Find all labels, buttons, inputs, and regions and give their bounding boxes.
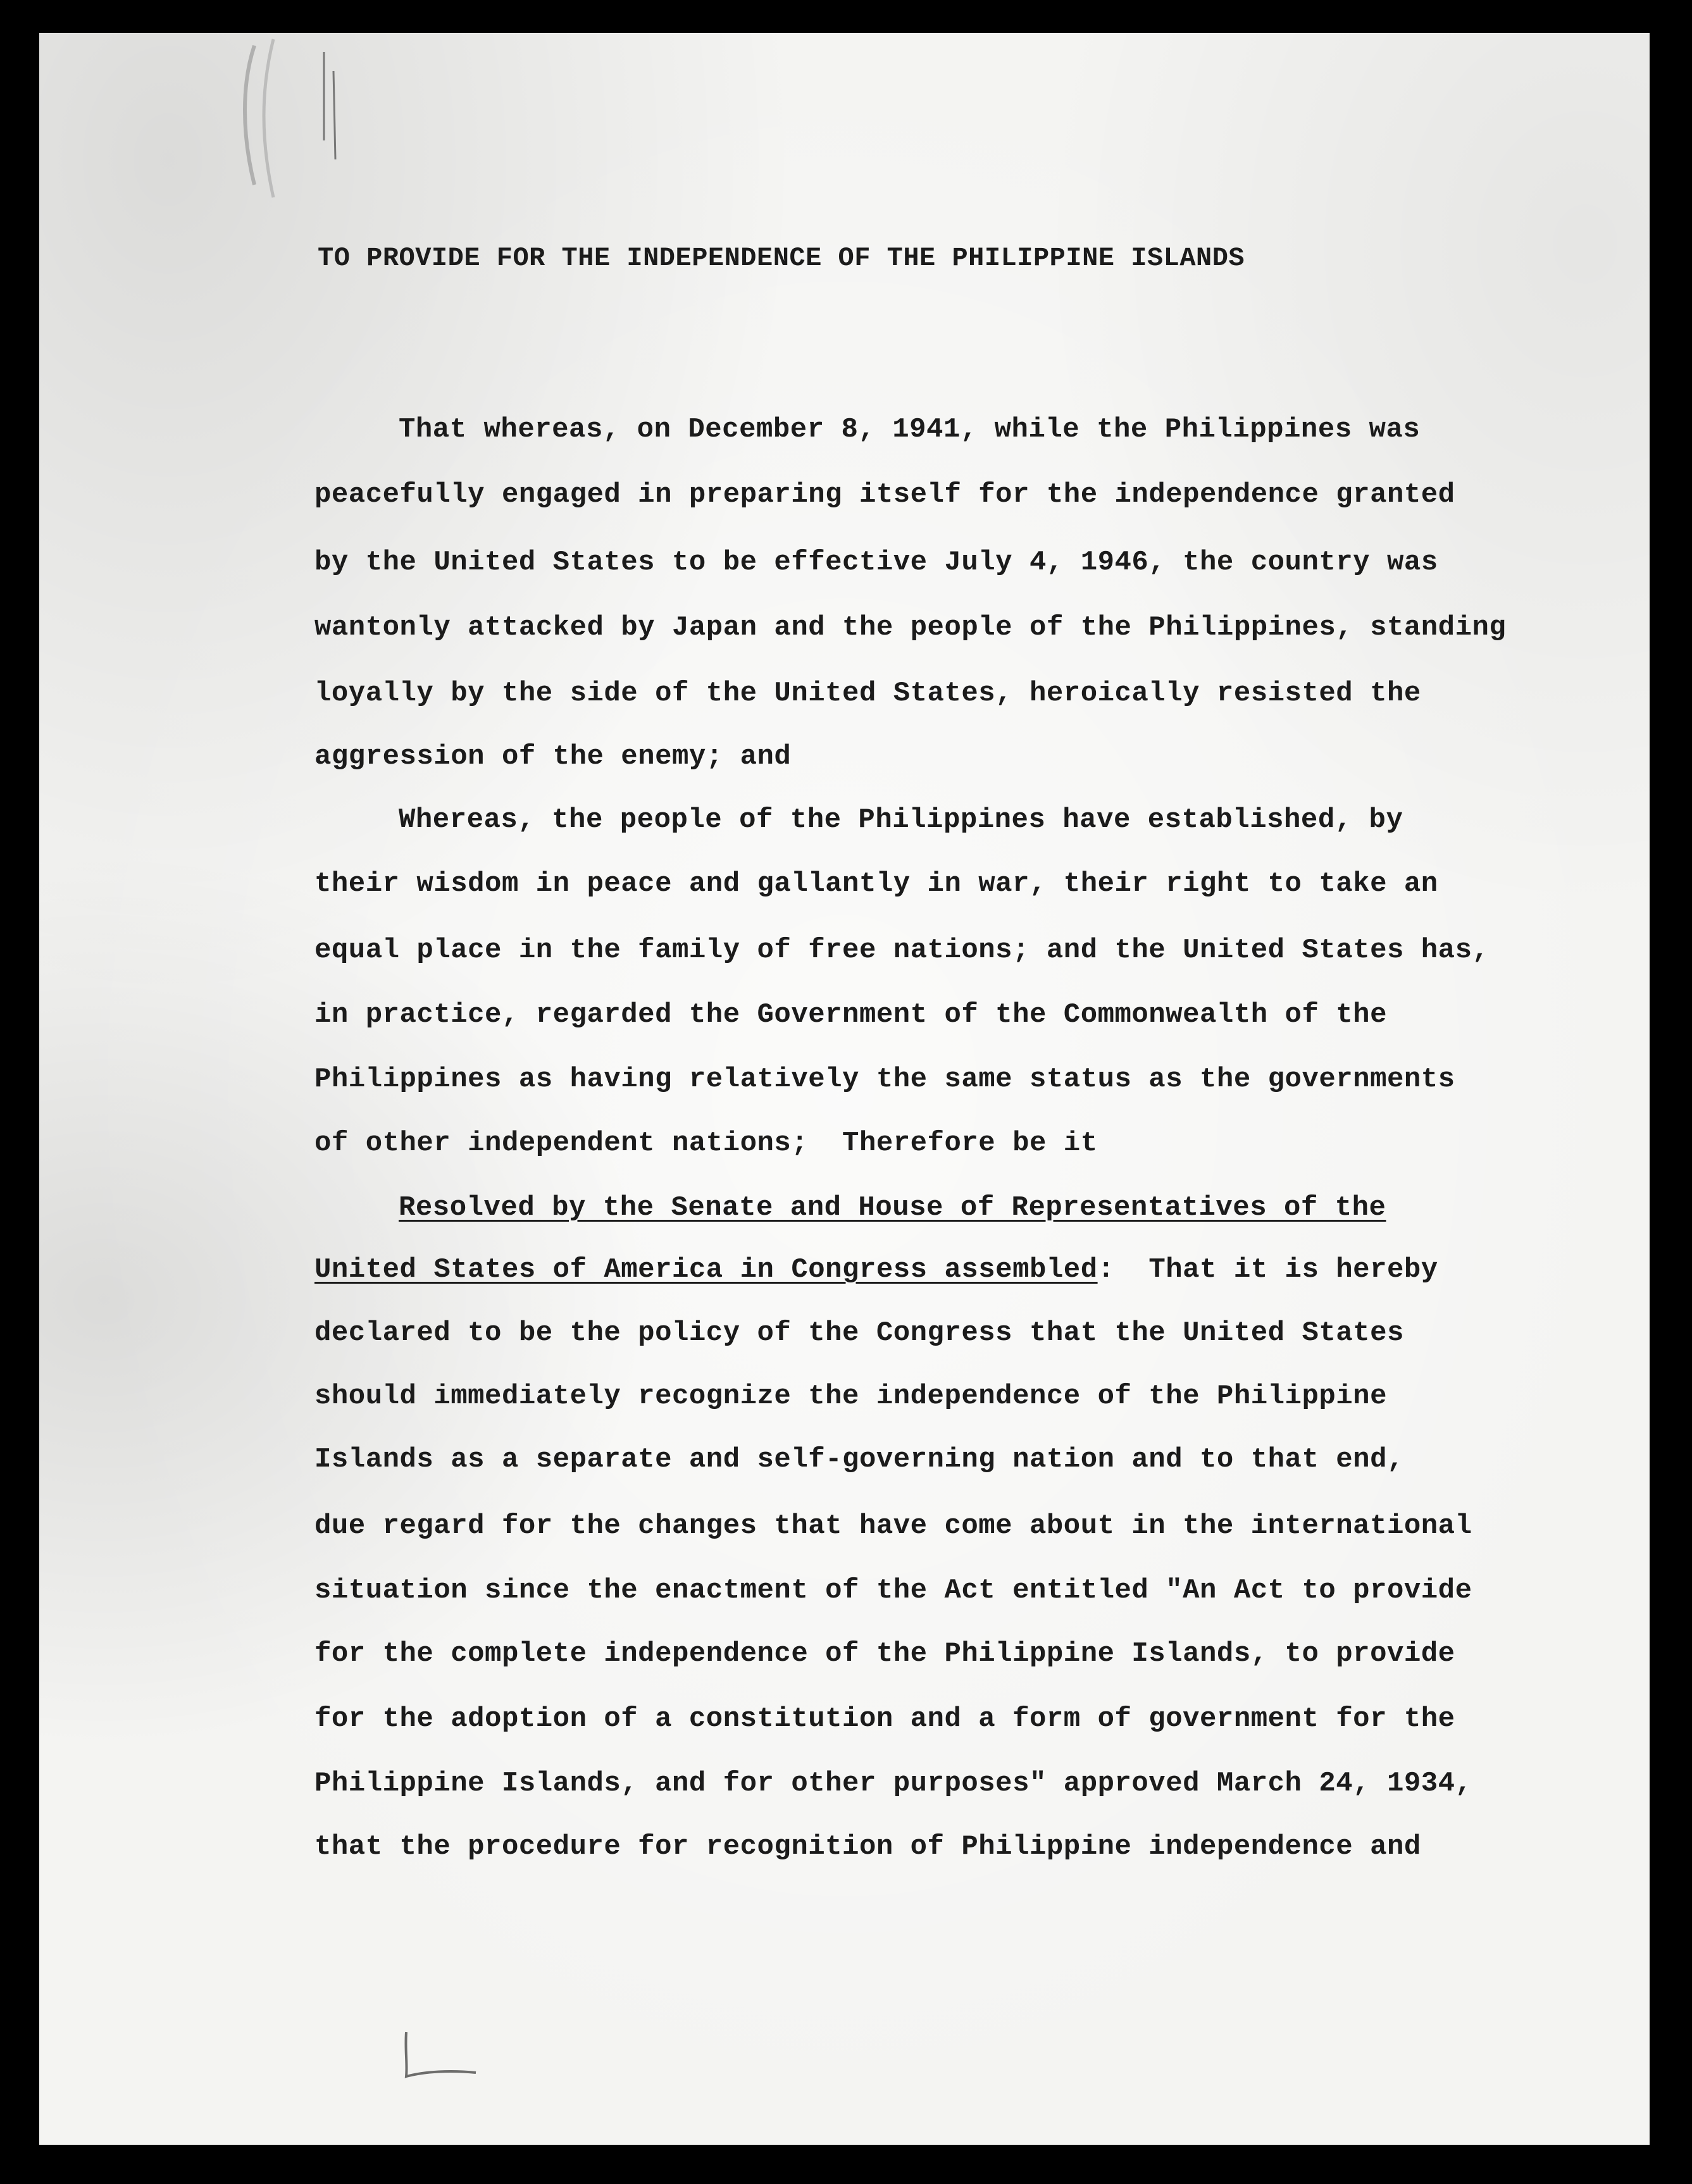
text-line-17: Islands as a separate and self-governing nation and to that end, — [314, 1444, 1404, 1475]
text-line-23: that the procedure for recognition of Philippine independence and — [314, 1831, 1421, 1863]
text-line-1: That whereas, on December 8, 1941, while the Philippines was — [399, 414, 1421, 445]
text-line-4: wantonly attacked by Japan and the people of the Philippines, standing — [314, 612, 1507, 643]
document-page — [39, 33, 1650, 2145]
text-line-15: declared to be the policy of the Congress that the United States — [314, 1317, 1404, 1349]
text-line-9: equal place in the family of free nations; and the United States has, — [314, 934, 1490, 966]
text-line-11: Philippines as having relatively the same status as the governments — [314, 1064, 1455, 1095]
text-line-10: in practice, regarded the Government of the Commonwealth of the — [314, 999, 1387, 1031]
text-line-12: of other independent nations; Therefore be it — [314, 1127, 1098, 1159]
enacting-clause-underlined: United States of America in Congress assembled — [314, 1254, 1098, 1286]
text-line-20: for the complete independence of the Philippine Islands, to provide — [314, 1638, 1455, 1670]
text-line-6: aggression of the enemy; and — [314, 741, 792, 772]
text-line-8: their wisdom in peace and gallantly in war, their right to take an — [314, 868, 1438, 900]
text-line-3: by the United States to be effective July 4, 1946, the country was — [314, 547, 1438, 578]
enacting-clause-rest: : That it is hereby — [1097, 1254, 1438, 1286]
text-line-18: due regard for the changes that have come about in the international — [314, 1510, 1472, 1542]
handwritten-mark — [394, 2026, 482, 2083]
text-line-14 — [314, 1256, 1438, 1284]
text-line-21: for the adoption of a constitution and a form of government for the — [314, 1703, 1455, 1735]
document-title: TO PROVIDE FOR THE INDEPENDENCE OF THE PHILIPPINE ISLANDS — [318, 243, 1245, 273]
text-line-16: should immediately recognize the independence of the Philippine — [314, 1381, 1387, 1412]
text-line-13-resolved: Resolved by the Senate and House of Representatives of the — [399, 1192, 1386, 1224]
text-line-19: situation since the enactment of the Act entitled "An Act to provide — [314, 1575, 1472, 1606]
text-line-2: peacefully engaged in preparing itself for the independence granted — [314, 479, 1455, 511]
text-line-7: Whereas, the people of the Philippines have established, by — [399, 804, 1403, 836]
text-line-5: loyally by the side of the United States, heroically resisted the — [314, 678, 1421, 709]
text-line-22: Philippine Islands, and for other purposes" approved March 24, 1934, — [314, 1768, 1472, 1799]
